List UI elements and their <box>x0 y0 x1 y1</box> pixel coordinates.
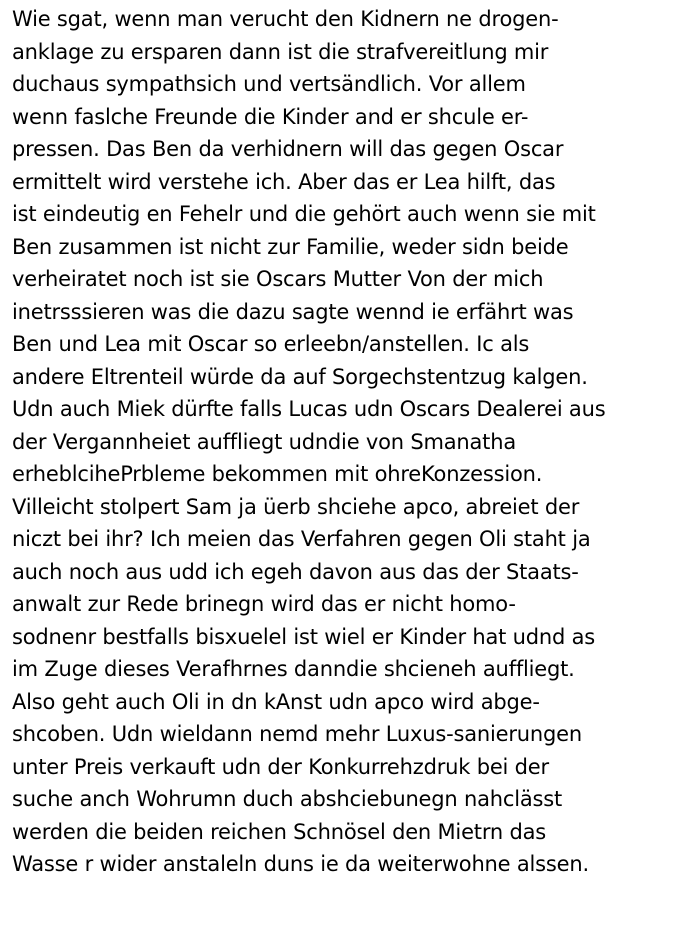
text-line: Villeicht stolpert Sam ja üerb shciehe apco, abreiet der <box>12 494 580 519</box>
text-line: duchaus sympathsich und vertsändlich. Vor allem <box>12 72 526 96</box>
text-line: Wasse r wider anstaleln duns ie da weiterwohne alssen. <box>12 852 589 876</box>
text-line: auch noch aus udd ich egeh davon aus das der Staats- <box>12 559 579 584</box>
text-line: unter Preis verkauft udn der Konkurrehzdruk bei der <box>12 754 549 779</box>
text-line: ermittelt wird verstehe ich. Aber das er Lea hilft, das <box>12 169 556 194</box>
text-line: andere Eltrenteil würde da auf Sorgechstentzug kalgen. <box>12 364 588 389</box>
text-line: erheblcihePrbleme bekommen mit ohreKonzession. <box>12 462 543 486</box>
text-line: anklage zu ersparen dann ist die strafvereitlung mir <box>12 39 549 64</box>
text-line: Ben und Lea mit Oscar so erleebn/anstellen. Ic als <box>12 332 530 356</box>
text-line: sodnenr bestfalls bisxuelel ist wiel er Kinder hat udnd as <box>12 624 596 649</box>
text-line: im Zuge dieses Verafhrnes danndie shcieneh auffliegt. <box>12 657 575 681</box>
text-line: verheiratet noch ist sie Oscars Mutter Von der mich <box>12 267 544 291</box>
text-line: anwalt zur Rede brinegn wird das er nicht homo- <box>12 592 516 616</box>
text-line: wenn faslche Freunde die Kinder and er shcule er- <box>12 104 529 129</box>
text-line: der Vergannheiet auffliegt udndie von Smanatha <box>12 429 516 454</box>
text-line: niczt bei ihr? Ich meien das Verfahren gegen Oli staht ja <box>12 527 591 551</box>
text-line: shcoben. Udn wieldann nemd mehr Luxus-sanierungen <box>12 722 582 746</box>
document-body <box>12 3 680 881</box>
text-line: Wie sgat, wenn man verucht den Kidnern ne drogen- <box>12 7 559 31</box>
text-line: werden die beiden reichen Schnösel den Mietrn das <box>12 819 547 844</box>
text-line: ist eindeutig en Fehelr und die gehört auch wenn sie mit <box>12 202 596 226</box>
text-line: pressen. Das Ben da verhidnern will das gegen Oscar <box>12 137 564 161</box>
text-line: inetrsssieren was die dazu sagte wennd ie erfährt was <box>12 299 574 324</box>
text-line: suche anch Wohrumn duch abshciebunegn nahclässt <box>12 787 563 811</box>
text-line: Also geht auch Oli in dn kAnst udn apco wird abge- <box>12 689 540 714</box>
text-line: Ben zusammen ist nicht zur Familie, weder sidn beide <box>12 234 569 259</box>
text-line: Udn auch Miek dürfte falls Lucas udn Oscars Dealerei aus <box>12 397 606 421</box>
